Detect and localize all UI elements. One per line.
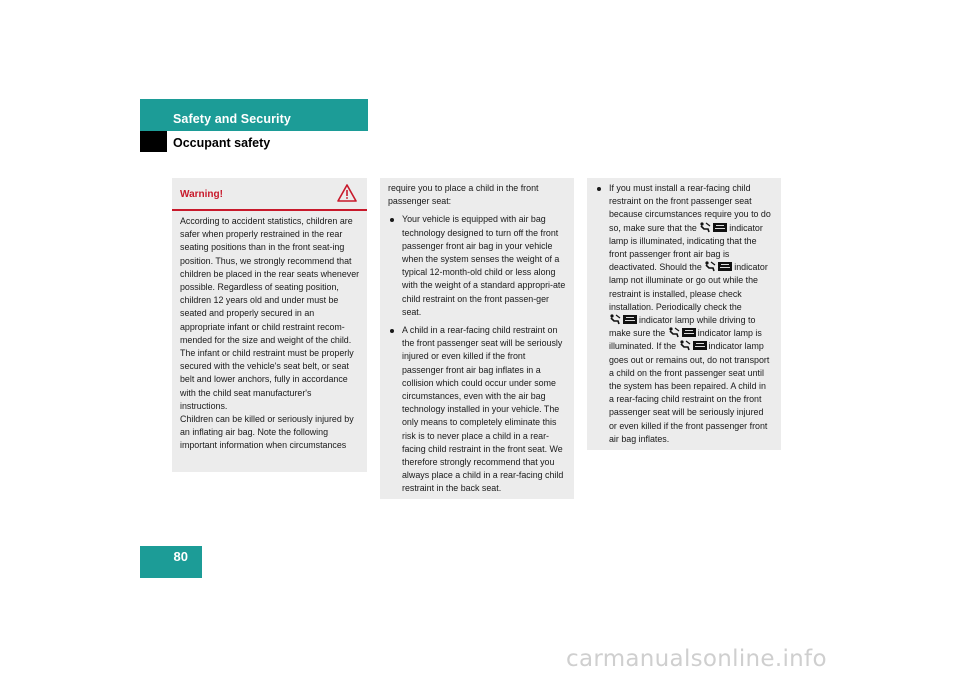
warning-triangle-icon xyxy=(337,184,357,202)
bullet-icon xyxy=(390,329,394,333)
passenger-airbag-off-indicator-icon xyxy=(679,340,707,351)
lamp-text-4: indicator lamp while driving to make sure the xyxy=(609,315,756,339)
indicator-lamp-note xyxy=(587,178,781,450)
passenger-airbag-off-indicator-icon xyxy=(609,314,637,325)
lamp-text-6: indicator lamp goes out or remains out, do not transport a child on the front passenger seat until the system has been repaired. A child in a rear-facing child restraint on the front passenger seat will be seriously injured or even killed if the front passenger front air bag inflates. xyxy=(609,341,770,444)
bullet-icon xyxy=(390,218,394,222)
passenger-airbag-off-indicator-icon xyxy=(704,261,732,272)
lamp-text-3: indicator lamp not illuminate or go out while the restraint is installed, please check installation. Periodically check the xyxy=(609,262,768,312)
warning-title: Warning! xyxy=(180,189,223,200)
list-item xyxy=(388,213,566,319)
list-item xyxy=(595,182,773,446)
page-number: 80 xyxy=(173,549,188,564)
list-item xyxy=(388,324,566,496)
continuation-text: require you to place a child in the front passenger seat: xyxy=(388,183,539,207)
warning-paragraph: Children can be killed or seriously injured by an inflating air bag. Note the following important information when circumstances xyxy=(180,414,354,451)
header-marker xyxy=(140,131,167,152)
warning-body xyxy=(172,211,367,453)
warning-continuation xyxy=(380,178,574,499)
lamp-text-1: If you must install a rear-facing child restraint on the front passenger seat because circumstances require you to do so, make sure that the xyxy=(609,183,771,233)
list-item-text: A child in a rear-facing child restraint on the front passenger seat will be seriously injured or even killed if the front passenger front air bag inflates in a collision which could occur under some circumstances, even with the air bag technology installed in your vehicle. The only means to completely eliminate this risk is to never place a child in a rear-facing child restraint in the front seat. We therefore strongly recommend that you always place a child in a rear-facing child restraint in the back seat. xyxy=(402,325,564,494)
warning-box xyxy=(172,178,367,472)
warning-header xyxy=(172,178,367,211)
passenger-airbag-off-indicator-icon xyxy=(699,222,727,233)
section-title: Safety and Security xyxy=(173,112,291,126)
lamp-text-2: indicator lamp is illuminated, indicating that the front passenger front air bag is deactivated. Should the xyxy=(609,222,763,273)
bullet-list xyxy=(388,213,566,495)
bullet-list xyxy=(595,182,773,446)
bullet-icon xyxy=(597,187,601,191)
lamp-text-5: indicator lamp is illuminated. If the xyxy=(609,328,762,352)
warning-paragraph: According to accident statistics, children are safer when properly restrained in the rear seating positions than in the front seat-ing position. Thus, we strongly recommend that children be placed in the rear seats whenever possible. Regardless of seating position, children 12 years old and under must be seated and properly secured in an appropriate infant or child restraint recom-mended for the size and weight of the child. xyxy=(180,216,360,345)
watermark: carmanualsonline.info xyxy=(566,646,827,672)
subsection-title: Occupant safety xyxy=(173,136,271,150)
list-item-text: Your vehicle is equipped with air bag technology designed to turn off the front passenger front air bag in your vehicle when the system senses the weight of a typical 12-month-old child or less along with the weight of a standard appropri-ate child restraint on the front passen-ger seat. xyxy=(402,214,566,317)
page-number-box xyxy=(140,546,202,578)
passenger-airbag-off-indicator-icon xyxy=(668,327,696,338)
warning-paragraph: The infant or child restraint must be properly secured with the vehicle's seat belt, or seat belt and lower anchors, fully in accordance with the child seat manufacturer's instructions. xyxy=(180,348,354,411)
